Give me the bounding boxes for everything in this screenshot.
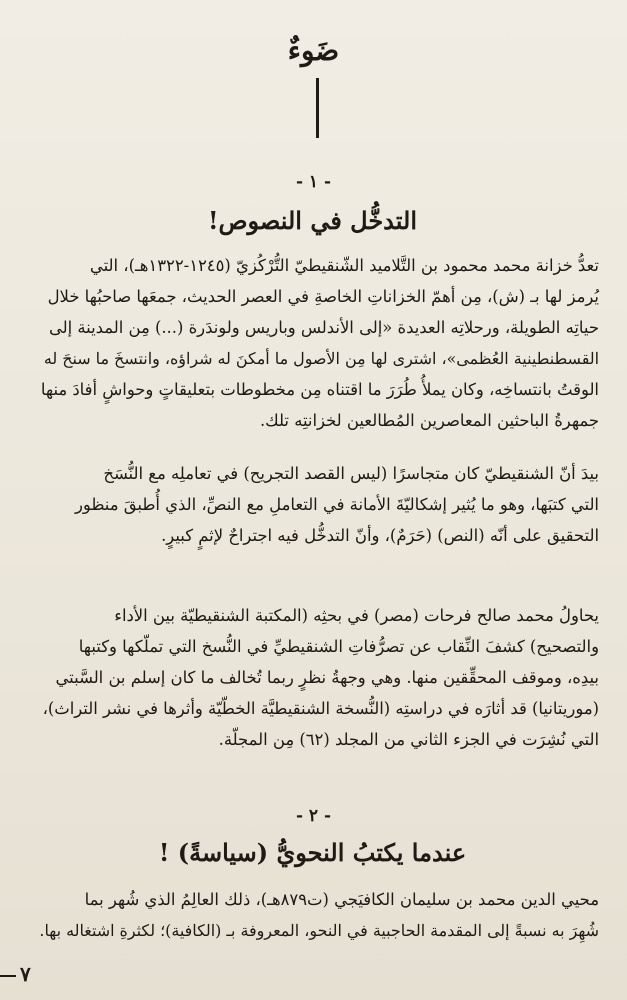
text-line: جمهرةُ الباحثين المعاصرين المُطالعين لخزانتِه تلك. xyxy=(259,411,599,430)
text-line: التي كتبَها، وهو ما يُثير إشكاليّةَ الأمانة في التعاملِ مع النصِّ، الذي أُطبقَ منظور xyxy=(74,495,599,514)
text-line: القسطنطينية العُظمى»، اشترى لها مِن الأصول ما أمكنَ له شراؤه، وانتسخَ ما سنحَ له xyxy=(43,349,599,368)
page-header-title: ضَوءٌ xyxy=(287,34,340,67)
section-number: - ١ - xyxy=(295,172,332,192)
text-line: والتصحيح) كشفَ النِّقاب عن تصرُّفاتِ الشنقيطيِّ في النُّسخ التي تملّكها وكتبها xyxy=(78,637,599,656)
section-heading: عندما يكتبُ النحويُّ (سياسةً) ! xyxy=(158,838,467,867)
paragraph xyxy=(34,250,599,436)
text-line: بيدَ أنّ الشنقيطيّ كان متجاسرًا (ليس القصد التجريح) في تعاملِه مع النُّسَخ xyxy=(103,464,599,483)
paragraph xyxy=(34,600,599,755)
text-line: يُرمز لها بـ (ش)، مِن أهمّ الخزاناتِ الخاصةِ في العصر الحديث، جمعَها صاحبُها خلال xyxy=(47,287,599,306)
text-line: الوقتُ بانتساخِه، وكان يملأُ طُرَرَ ما اقتناه مِن مخطوطات بتعليقاتٍ وحواشٍ أفادَ منها xyxy=(40,380,599,399)
text-line: حياتِه الطويلة، ورحلاتِه العديدة «إلى الأندلس وباريس ولوندَرة (...) مِن المدينة إلى xyxy=(48,318,599,337)
folio-dash xyxy=(0,975,16,977)
header-vertical-rule xyxy=(316,78,319,138)
text-line: يحاولُ محمد صالح فرحات (مصر) في بحثِه (المكتبة الشنقيطيّة بين الأداء xyxy=(114,606,599,625)
section-heading: التدخُّل في النصوص! xyxy=(207,206,417,235)
text-line: محيي الدين محمد بن سليمان الكافيَجي (ت٨٧٩هـ)، ذلك العالِمُ الذي شُهر بما xyxy=(84,890,599,909)
paragraph xyxy=(34,458,599,551)
paragraph xyxy=(34,884,599,946)
text-line: التحقيق على أنّه (النص) (حَرَمٌ)، وأنّ التدخُّل فيه اجتراحٌ لإثمٍ كبيرٍ. xyxy=(161,526,599,545)
text-line: تعدُّ خزانة محمد محمود بن التَّلاميد الشّنقيطيّ التُّرْكُزيّ (١٢٤٥-١٣٢٢هـ)، التي xyxy=(89,256,599,275)
page-number: ٧ xyxy=(20,962,31,986)
text-line: بيدِه، وموقف المحقِّقين منها. وهي وجهةُ نظرٍ ربما تُخالف ما كان إسلم بن السَّبتي xyxy=(55,668,599,687)
section-number: - ٢ - xyxy=(295,806,332,826)
text-line: (موريتانيا) قد أثارَه في دراستِه (النُّسخة الشنقيطيَّة الخطّيّة وأثرها في نشر التراث)، xyxy=(42,699,599,718)
text-line: التي نُشِرَت في الجزء الثاني من المجلد (٦٢) مِن المجلّة. xyxy=(218,730,599,749)
text-line: شُهِرَ به نسبةً إلى المقدمة الحاجبية في النحو، المعروفة بـ (الكافية)؛ لكثرةِ اشتغاله بها. xyxy=(39,921,599,940)
